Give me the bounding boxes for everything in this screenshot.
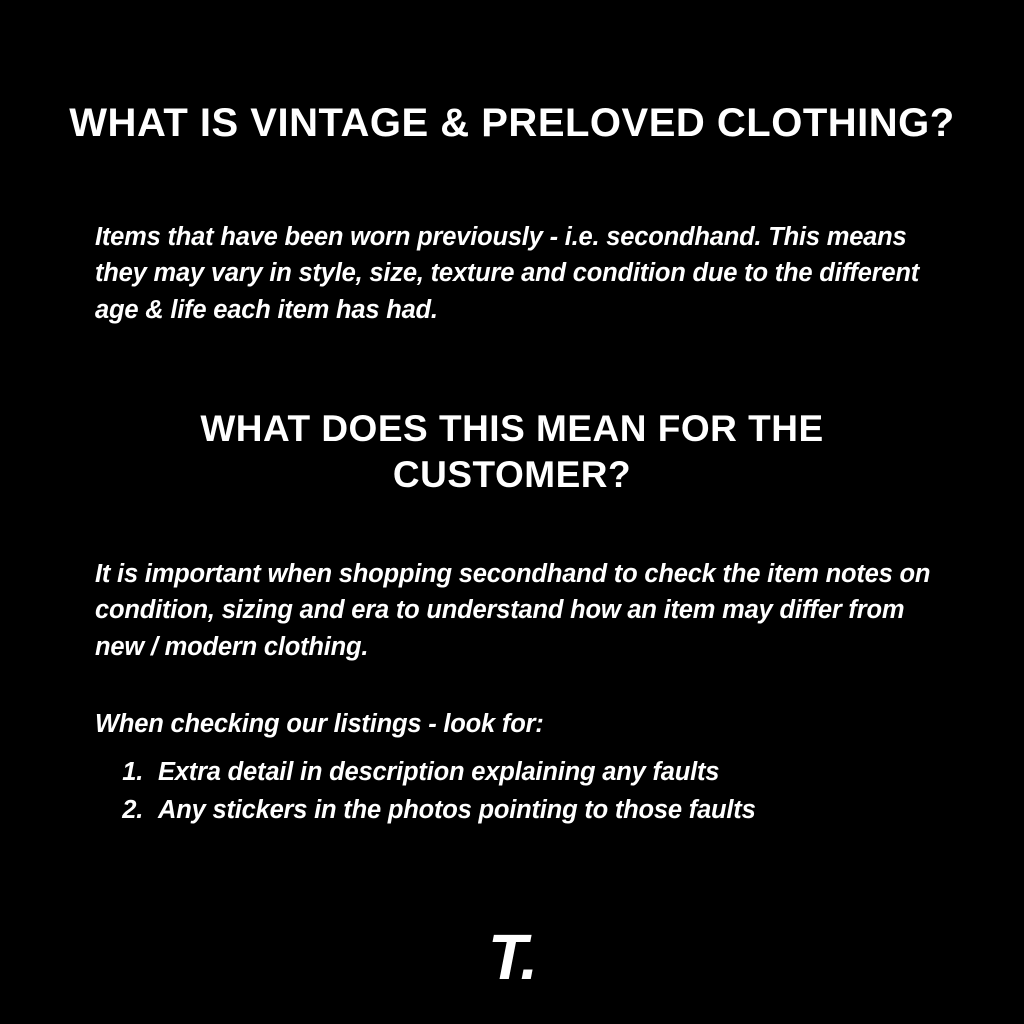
list-item: 1. Extra detail in description explaining any faults bbox=[150, 753, 935, 791]
brand-logo: T. bbox=[487, 921, 537, 993]
customer-paragraph: It is important when shopping secondhand to check the item notes on condition, sizing and era to understand how an item may differ from new / modern clothing. bbox=[95, 559, 931, 661]
list-item: 2. Any stickers in the photos pointing to those faults bbox=[150, 791, 935, 829]
faults-list bbox=[95, 753, 935, 830]
intro-paragraph: Items that have been worn previously - i.e. secondhand. This means they may vary in style, size, texture and condition due to the different age & life each item has had. bbox=[95, 222, 919, 324]
section-heading-customer: WHAT DOES THIS MEAN FOR THE CUSTOMER? bbox=[200, 407, 824, 495]
page-title: WHAT IS VINTAGE & PRELOVED CLOTHING? bbox=[69, 100, 955, 145]
listings-prompt: When checking our listings - look for: bbox=[95, 709, 544, 738]
faults-list-container bbox=[95, 753, 935, 830]
